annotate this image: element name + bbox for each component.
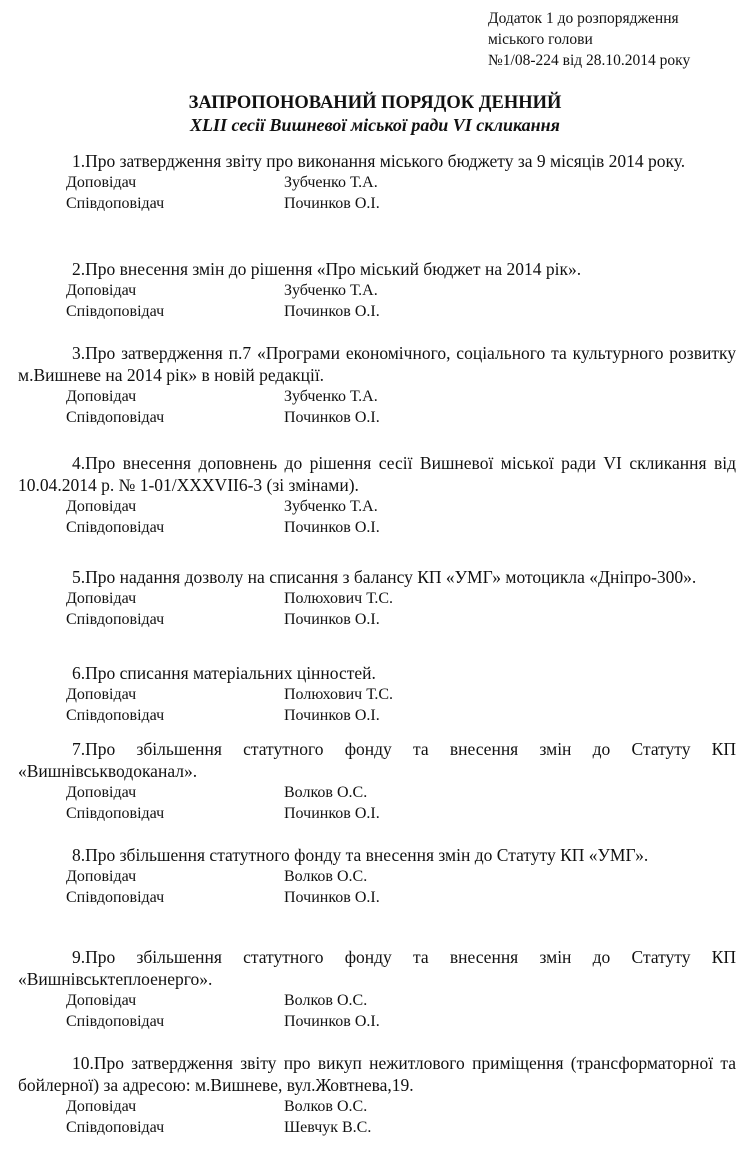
- reporter-row: [0, 866, 750, 887]
- coreporter-name: Починков О.І.: [284, 707, 380, 724]
- coreporter-name: Починков О.І.: [284, 1013, 380, 1030]
- coreporter-name: Починков О.І.: [284, 303, 380, 320]
- reporter-label: Доповідач: [66, 686, 137, 703]
- reporter-label: Доповідач: [66, 784, 137, 801]
- coreporter-name: Починков О.І.: [284, 409, 380, 426]
- reporter-label: Доповідач: [66, 174, 137, 191]
- agenda-item-8: [0, 844, 750, 908]
- reporter-name: Волков О.С.: [284, 784, 368, 801]
- agenda-item-text: 10.Про затвердження звіту про викуп нежитлового приміщення (трансформаторної та бойлерної) за адресою: м.Вишневе, вул.Жовтнева,19.: [18, 1053, 736, 1095]
- reporter-row: [0, 280, 750, 301]
- reporter-row: [0, 588, 750, 609]
- coreporter-label: Співдоповідач: [66, 707, 165, 724]
- reporter-row: [0, 172, 750, 193]
- agenda-item-text: 6.Про списання матеріальних цінностей.: [72, 663, 376, 683]
- agenda-item-text: 3.Про затвердження п.7 «Програми економічного, соціального та культурного розвитку м.Вишневе на 2014 рік» в новій редакції.: [18, 343, 736, 385]
- reporter-name: Полюхович Т.С.: [284, 686, 394, 703]
- coreporter-label: Співдоповідач: [66, 519, 165, 536]
- coreporter-name: Починков О.І.: [284, 519, 380, 536]
- coreporter-row: [0, 609, 750, 630]
- coreporter-row: [0, 1011, 750, 1032]
- coreporter-label: Співдоповідач: [66, 409, 165, 426]
- reporter-label: Доповідач: [66, 498, 137, 515]
- agenda-item-text: 5.Про надання дозволу на списання з балансу КП «УМГ» мотоцикла «Дніпро-300».: [72, 567, 697, 587]
- reporter-label: Доповідач: [66, 282, 137, 299]
- reporter-row: [0, 782, 750, 803]
- reporter-row: [0, 990, 750, 1011]
- reporter-label: Доповідач: [66, 1098, 137, 1115]
- agenda-item-5: [0, 566, 750, 630]
- coreporter-row: [0, 705, 750, 726]
- title-main: ЗАПРОПОНОВАНИЙ ПОРЯДОК ДЕННИЙ: [188, 93, 562, 113]
- coreporter-name: Починков О.І.: [284, 195, 380, 212]
- agenda-item-text: 8.Про збільшення статутного фонду та внесення змін до Статуту КП «УМГ».: [72, 845, 649, 865]
- reporter-row: [0, 386, 750, 407]
- coreporter-name: Починков О.І.: [284, 889, 380, 906]
- coreporter-name: Шевчук В.С.: [284, 1119, 372, 1136]
- coreporter-label: Співдоповідач: [66, 303, 165, 320]
- coreporter-row: [0, 1117, 750, 1138]
- reporter-name: Волков О.С.: [284, 992, 368, 1009]
- agenda-item-1: [0, 150, 750, 214]
- reporter-label: Доповідач: [66, 388, 137, 405]
- agenda-item-text: 7.Про збільшення статутного фонду та внесення змін до Статуту КП «Вишнівськводоканал».: [18, 739, 736, 781]
- agenda-item-7: [0, 738, 750, 824]
- agenda-item-10: [0, 1052, 750, 1138]
- coreporter-name: Починков О.І.: [284, 611, 380, 628]
- reporter-name: Зубченко Т.А.: [284, 388, 378, 405]
- appendix-line-2: міського голови: [488, 31, 593, 48]
- agenda-item-text: 2.Про внесення змін до рішення «Про міський бюджет на 2014 рік».: [72, 259, 582, 279]
- reporter-row: [0, 684, 750, 705]
- agenda-item-4: [0, 452, 750, 538]
- reporter-name: Полюхович Т.С.: [284, 590, 394, 607]
- appendix-line-1: Додаток 1 до розпорядження: [488, 10, 679, 27]
- coreporter-row: [0, 407, 750, 428]
- reporter-name: Волков О.С.: [284, 1098, 368, 1115]
- coreporter-label: Співдоповідач: [66, 805, 165, 822]
- agenda-item-3: [0, 342, 750, 428]
- title-sub: XLII сесії Вишневої міської ради VI скликання: [190, 115, 560, 135]
- coreporter-row: [0, 301, 750, 322]
- agenda-item-text: 9.Про збільшення статутного фонду та внесення змін до Статуту КП «Вишнівськтеплоенерго».: [18, 947, 736, 989]
- coreporter-row: [0, 803, 750, 824]
- agenda-item-9: [0, 946, 750, 1032]
- reporter-name: Зубченко Т.А.: [284, 174, 378, 191]
- coreporter-label: Співдоповідач: [66, 1013, 165, 1030]
- coreporter-row: [0, 517, 750, 538]
- coreporter-row: [0, 193, 750, 214]
- agenda-item-2: [0, 258, 750, 322]
- coreporter-label: Співдоповідач: [66, 195, 165, 212]
- coreporter-label: Співдоповідач: [66, 889, 165, 906]
- reporter-label: Доповідач: [66, 590, 137, 607]
- coreporter-row: [0, 887, 750, 908]
- agenda-item-6: [0, 662, 750, 726]
- agenda-item-text: 4.Про внесення доповнень до рішення сесії Вишневої міської ради VI скликання від 10.04.2014 р. № 1-01/XXXVII6-3 (зі змінами).: [18, 453, 736, 495]
- reporter-name: Зубченко Т.А.: [284, 282, 378, 299]
- reporter-label: Доповідач: [66, 868, 137, 885]
- coreporter-name: Починков О.І.: [284, 805, 380, 822]
- coreporter-label: Співдоповідач: [66, 611, 165, 628]
- reporter-name: Зубченко Т.А.: [284, 498, 378, 515]
- coreporter-label: Співдоповідач: [66, 1119, 165, 1136]
- reporter-row: [0, 496, 750, 517]
- reporter-row: [0, 1096, 750, 1117]
- document-title: [0, 92, 750, 136]
- appendix-line-3: №1/08-224 від 28.10.2014 року: [488, 52, 691, 69]
- reporter-label: Доповідач: [66, 992, 137, 1009]
- appendix-note: [488, 8, 743, 71]
- agenda-item-text: 1.Про затвердження звіту про виконання міського бюджету за 9 місяців 2014 року.: [72, 151, 686, 171]
- reporter-name: Волков О.С.: [284, 868, 368, 885]
